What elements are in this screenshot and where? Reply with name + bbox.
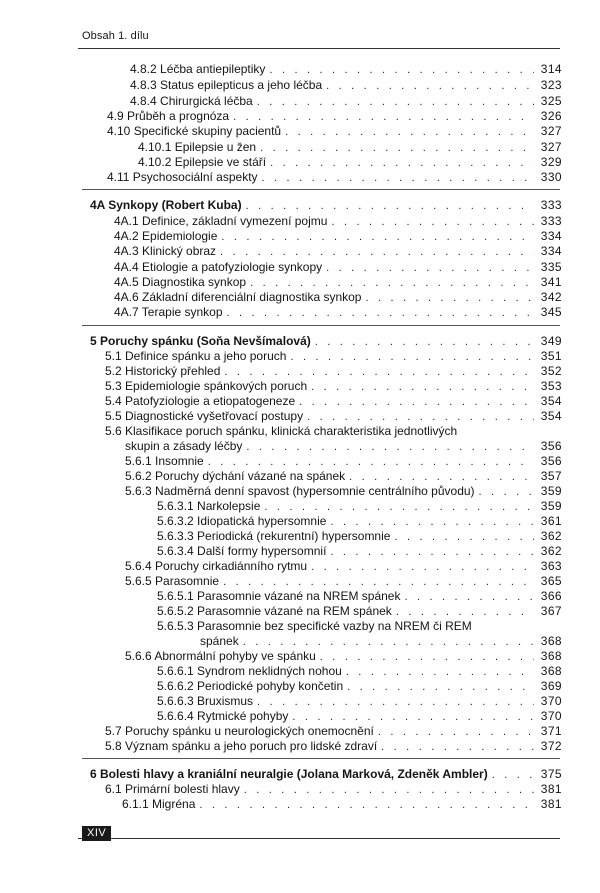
toc-entry-page: 333 [540,214,562,228]
toc-entry-title: 6.1.1 Migréna [122,797,196,811]
leader-dots [381,739,534,755]
toc-entry-title: 4.10.2 Epilepsie ve stáří [138,155,267,169]
toc-entry-page: 367 [540,604,562,618]
toc-entry-title: 5.6.4 Poruchy cirkadiánního rytmu [125,559,308,573]
toc-entry-page: 366 [540,589,562,603]
toc-entry-title: 5.6.6.3 Bruxismus [157,694,254,708]
toc-entry-title: 4A.4 Etiologie a patofyziologie synkopy [114,260,323,274]
toc-entry[interactable] [200,633,562,649]
toc-entry[interactable] [157,528,562,544]
toc-entry[interactable] [105,723,562,739]
toc-entry-page: 334 [540,244,562,258]
toc-entry-page: 314 [540,62,562,76]
toc-entry-title: 4.10.1 Epilepsie u žen [138,140,257,154]
toc-entry-page: 372 [540,739,562,753]
toc-entry[interactable] [157,663,562,679]
toc-entry[interactable] [122,796,562,812]
toc-entry[interactable] [138,154,562,170]
toc-entry[interactable] [125,483,562,499]
toc-entry[interactable] [125,648,562,664]
toc-entry-title: 5.6.3.4 Další formy hypersomnií [157,544,327,558]
toc-entry[interactable] [157,513,562,529]
toc-entry-title: 4.8.2 Léčba antiepileptiky [130,62,266,76]
toc-entry-page: 369 [540,679,562,693]
toc-entry[interactable] [157,588,562,604]
toc-entry-title: 4A.7 Terapie synkop [114,305,223,319]
toc-entry[interactable] [105,378,562,394]
toc-entry-title: 4A.3 Klinický obraz [114,244,217,258]
leader-dots [220,244,534,260]
toc-chapter[interactable] [90,197,562,213]
section-separator [82,189,560,190]
toc-entry-page: 335 [540,260,562,274]
toc-entry-title: 4.11 Psychosociální aspekty [107,170,258,184]
toc-entry-page: 363 [540,559,562,573]
toc-entry-page: 356 [540,439,562,453]
toc-entry[interactable] [125,558,562,574]
toc-entry-title: skupin a zásady léčby [125,439,243,453]
toc-entry-title: 5.6.5.1 Parasomnie vázané na NREM spánek [157,589,401,603]
toc-entry[interactable] [105,393,562,409]
leader-dots [285,124,534,140]
toc-entry-page: 365 [540,574,562,588]
toc-entry[interactable] [107,169,562,185]
toc-entry[interactable] [138,139,562,155]
toc-entry-title: 5.1 Definice spánku a jeho poruch [105,349,287,363]
toc-entry[interactable] [114,213,562,229]
toc-entry[interactable] [157,693,562,709]
toc-entry-title: 4A.1 Definice, základní vymezení pojmu [114,214,328,228]
toc-entry[interactable] [157,543,562,559]
toc-entry-title[interactable]: 5.6 Klasifikace poruch spánku, klinická charakteristika jednotlivých [105,424,458,438]
toc-entry-page: 361 [540,514,562,528]
section-separator [82,325,560,326]
toc-entry-title: 5.6.3.2 Idiopatická hypersomnie [157,514,327,528]
toc-chapter[interactable] [90,766,562,782]
toc-entry-page: 371 [540,724,562,738]
toc-entry-title: 4.9 Průběh a prognóza [107,109,230,123]
footer-rule [78,838,560,839]
toc-entry[interactable] [105,781,562,797]
toc-entry-title: 5.6.3 Nadměrná denní spavost (hypersomnie centrálního původu) [125,484,475,498]
toc-entry-title: 4A.6 Základní diferenciální diagnostika synkop [114,290,362,304]
toc-entry[interactable] [114,243,562,259]
leader-dots [269,62,534,78]
toc-entry-title: 5.6.3.3 Periodická (rekurentní) hypersomnie [157,529,391,543]
toc-entry[interactable] [125,468,562,484]
toc-entry[interactable] [157,678,562,694]
toc-entry[interactable] [107,108,562,124]
toc-entry-title: spánek [200,634,239,648]
toc-chapter[interactable] [90,333,562,349]
leader-dots [246,198,534,214]
toc-entry-page: 352 [540,364,562,378]
toc-entry-title: 5.6.6.2 Periodické pohyby končetin [157,679,344,693]
toc-entry[interactable] [105,738,562,754]
toc-entry-page: 323 [540,78,562,92]
toc-entry-title: 5.4 Patofyziologie a etiopatogeneze [105,394,296,408]
leader-dots [227,305,534,321]
toc-entry-title: 5.5 Diagnostické vyšetřovací postupy [105,409,304,423]
toc-entry-page: 349 [540,334,562,348]
page-number: XIV [82,826,111,841]
toc-entry-page: 381 [540,797,562,811]
toc-entry-page: 334 [540,229,562,243]
toc-entry-page: 341 [540,275,562,289]
toc-entry-page: 345 [540,305,562,319]
toc-entry-title: 5.8 Význam spánku a jeho poruch pro lidské zdraví [105,739,378,753]
toc-entry-title: 6.1 Primární bolesti hlavy [105,782,240,796]
toc-entry-title: 4.10 Specifické skupiny pacientů [107,124,282,138]
toc-entry-page: 330 [540,170,562,184]
toc-entry-title: 5 Poruchy spánku (Soňa Nevšímalová) [90,334,311,348]
toc-entry-page: 353 [540,379,562,393]
toc-entry-title: 5.6.3.1 Narkolepsie [157,499,261,513]
toc-entry-page: 362 [540,529,562,543]
toc-entry-page: 359 [540,484,562,498]
toc-entry-page: 375 [540,767,562,781]
toc-entry-title: 4.8.4 Chirurgická léčba [130,94,253,108]
toc-entry[interactable] [105,408,562,424]
toc-entry-page: 359 [540,499,562,513]
toc-entry[interactable] [130,61,562,77]
leader-dots [199,797,534,813]
toc-entry-page: 326 [540,109,562,123]
toc-entry-page: 356 [540,454,562,468]
toc-entry-page: 329 [540,155,562,169]
toc-entry-page: 327 [540,140,562,154]
toc-entry-page: 351 [540,349,562,363]
toc-entry[interactable] [157,498,562,514]
toc-entry[interactable] [105,348,562,364]
toc-entry-title: 5.6.6 Abnormální pohyby ve spánku [125,649,316,663]
toc-entry[interactable] [114,289,562,305]
toc-entry-title: 4A Synkopy (Robert Kuba) [90,198,242,212]
toc-entry-page: 325 [540,94,562,108]
toc-entry-title: 4A.2 Epidemiologie [114,229,218,243]
toc-entry-page: 354 [540,394,562,408]
toc-entry[interactable] [114,228,562,244]
toc-entry-page: 368 [540,664,562,678]
header-rule [78,48,560,49]
running-header: Obsah 1. dílu [82,30,149,42]
leader-dots [262,170,534,186]
toc-entry-title: 5.6.5 Parasomnie [125,574,220,588]
toc-entry-page: 357 [540,469,562,483]
toc-entry[interactable] [157,603,562,619]
toc-entry-title[interactable]: 5.6.5.3 Parasomnie bez specifické vazby na NREM či REM [157,619,472,633]
toc-entry-page: 370 [540,709,562,723]
toc-entry-title: 5.3 Epidemiologie spánkových poruch [105,379,308,393]
toc-entry-page: 362 [540,544,562,558]
toc-entry-title: 5.2 Historický přehled [105,364,221,378]
toc-entry[interactable] [114,259,562,275]
toc-entry-title: 6 Bolesti hlavy a kraniální neuralgie (Jolana Marková, Zdeněk Ambler) [90,767,488,781]
toc-entry[interactable] [157,708,562,724]
toc-entry[interactable] [107,123,562,139]
toc-entry[interactable] [125,573,562,589]
toc-entry-title: 5.7 Poruchy spánku u neurologických onemocnění [105,724,374,738]
toc-entry-title: 5.6.6.4 Rytmické pohyby [157,709,289,723]
toc-entry-page: 370 [540,694,562,708]
toc-entry-page: 342 [540,290,562,304]
toc-entry[interactable] [125,453,562,469]
toc-entry[interactable] [125,438,562,454]
toc-entry-title: 5.6.1 Insomnie [125,454,204,468]
toc-entry[interactable] [105,363,562,379]
toc-entry-page: 381 [540,782,562,796]
toc-entry-title: 5.6.2 Poruchy dýchání vázané na spánek [125,469,346,483]
toc-entry[interactable] [130,77,562,93]
toc-entry[interactable] [114,274,562,290]
toc-entry-page: 333 [540,198,562,212]
section-separator [82,758,560,759]
toc-entry-title: 5.6.6.1 Syndrom neklidných nohou [157,664,342,678]
toc-entry[interactable] [130,93,562,109]
toc-entry-page: 368 [540,634,562,648]
toc-entry-title: 4.8.3 Status epilepticus a jeho léčba [130,78,323,92]
toc-entry-title: 4A.5 Diagnostika synkop [114,275,247,289]
toc-entry[interactable] [114,304,562,320]
toc-entry-page: 354 [540,409,562,423]
toc-entry-page: 368 [540,649,562,663]
toc-entry-page: 327 [540,124,562,138]
toc-entry-title: 5.6.5.2 Parasomnie vázané na REM spánek [157,604,392,618]
leader-dots [326,78,534,94]
